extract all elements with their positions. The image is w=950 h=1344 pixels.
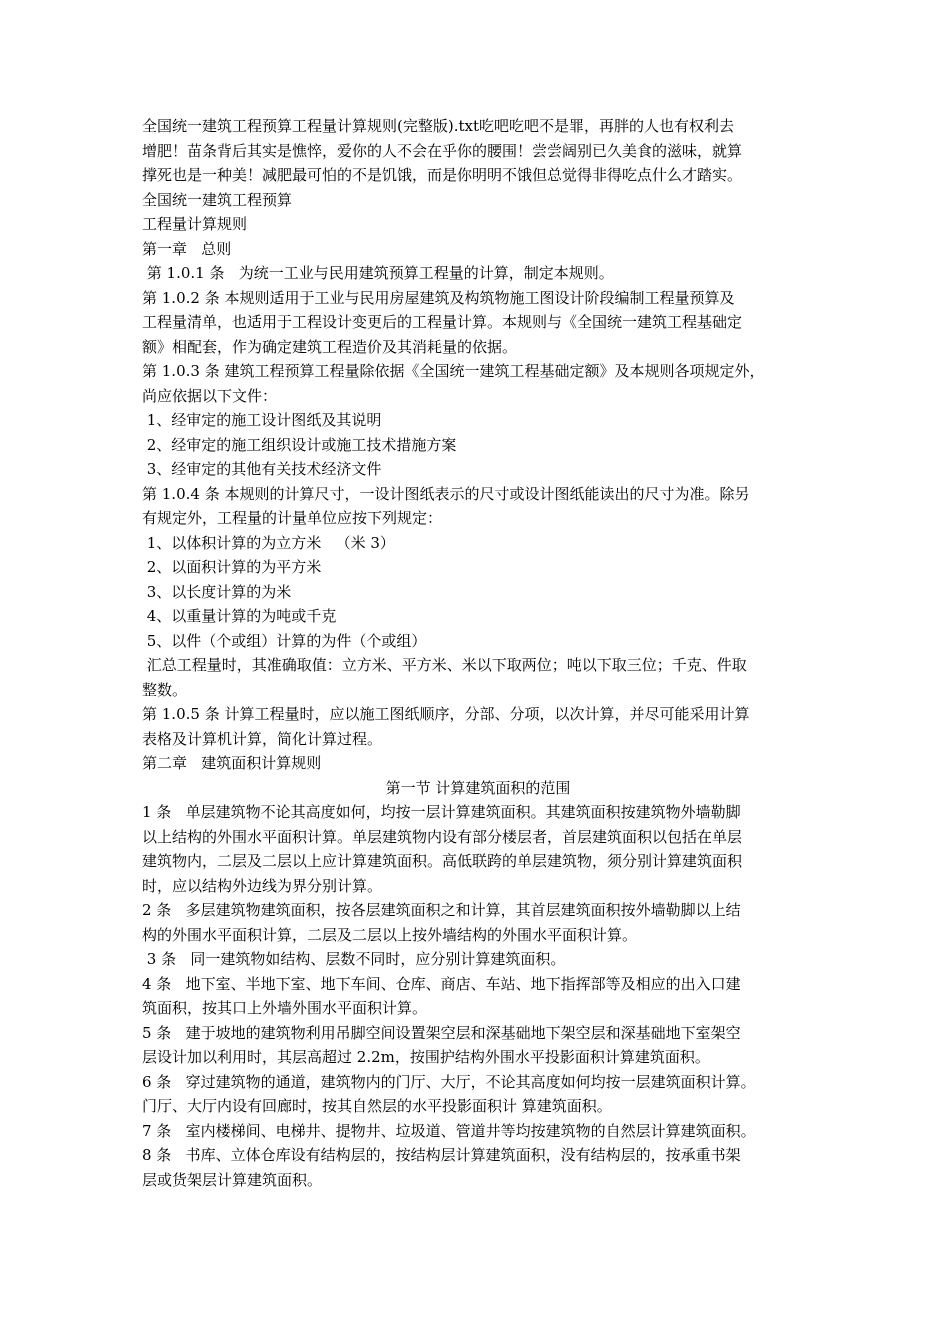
text-line: 表格及计算机计算，简化计算过程。 bbox=[142, 729, 383, 748]
list-item: 3、经审定的其他有关技术经济文件 bbox=[142, 460, 382, 478]
section-heading: 第一节 计算建筑面积的范围 bbox=[385, 778, 571, 797]
list-item: 2、以面积计算的为平方米 bbox=[142, 558, 322, 576]
text-line: 第 1.0.5 条 计算工程量时，应以施工图纸顺序，分部、分项，以次计算，并尽可能采用计算 bbox=[142, 705, 750, 723]
text-line: 以上结构的外围水平面积计算。单层建筑物内设有部分楼层者，首层建筑面积以包括在单层 bbox=[142, 827, 743, 846]
text-line: 全国统一建筑工程预算工程量计算规则(完整版).txt吃吧吃吧不是罪，再胖的人也有权利去 bbox=[142, 117, 734, 135]
text-line: 时，应以结构外边线为界分别计算。 bbox=[142, 876, 383, 895]
text-line: 7 条 室内楼梯间、电梯井、提物井、垃圾道、管道井等均按建筑物的自然层计算建筑面积。 bbox=[142, 1121, 756, 1140]
list-item: 1、以体积计算的为立方米 （米 3） bbox=[142, 533, 395, 552]
text-line: 3 条 同一建筑物如结构、层数不同时，应分别计算建筑面积。 bbox=[142, 950, 566, 968]
text-line: 增肥！苗条背后其实是憔悴，爱你的人不会在乎你的腰围！尝尝阔别已久美食的滋味，就算 bbox=[142, 141, 743, 160]
list-item: 3、以长度计算的为米 bbox=[142, 582, 292, 601]
list-item: 1、经审定的施工设计图纸及其说明 bbox=[142, 411, 382, 429]
text-line: 构的外围水平面积计算，二层及二层以上按外墙结构的外围水平面积计算。 bbox=[142, 925, 638, 944]
document-title: 全国统一建筑工程预算 bbox=[142, 190, 293, 209]
text-line: 工程量清单，也适用于工程设计变更后的工程量计算。本规则与《全国统一建筑工程基础定 bbox=[142, 313, 743, 331]
text-line: 有规定外，工程量的计量单位应按下列规定： bbox=[142, 509, 443, 527]
text-line: 门厅、大厅内设有回廊时，按其自然层的水平投影面积计 算建筑面积。 bbox=[142, 1097, 612, 1115]
text-line: 4 条 地下室、半地下室、地下车间、仓库、商店、车站、地下指挥部等及相应的出入口建 bbox=[142, 974, 741, 993]
text-line: 汇总工程量时，其准确取值：立方米、平方米、米以下取两位；吨以下取三位；千克、件取 bbox=[142, 656, 747, 674]
text-line: 层设计加以利用时，其层高超过 2.2m，按围护结构外围水平投影面积计算建筑面积。 bbox=[142, 1048, 710, 1066]
document-body bbox=[142, 114, 814, 1192]
chapter-heading: 第一章 总则 bbox=[142, 239, 232, 258]
text-line: 整数。 bbox=[142, 680, 188, 699]
text-line: 第 1.0.2 条 本规则适用于工业与民用房屋建筑及构筑物施工图设计阶段编制工程量预算及 bbox=[142, 288, 735, 307]
text-line: 额》相配套，作为确定建筑工程造价及其消耗量的依据。 bbox=[142, 337, 518, 356]
text-line: 第 1.0.1 条 为统一工业与民用建筑预算工程量的计算，制定本规则。 bbox=[142, 264, 614, 282]
text-line: 筑面积，按其口上外墙外围水平面积计算。 bbox=[142, 999, 428, 1017]
chapter-heading: 第二章 建筑面积计算规则 bbox=[142, 754, 322, 772]
text-line: 6 条 穿过建筑物的通道，建筑物内的门厅、大厅，不论其高度如何均按一层建筑面积计算。 bbox=[142, 1072, 756, 1091]
text-line: 建筑物内，二层及二层以上应计算建筑面积。高低联跨的单层建筑物，须分别计算建筑面积 bbox=[142, 852, 743, 870]
document-subtitle: 工程量计算规则 bbox=[142, 215, 248, 233]
text-line: 撑死也是一种美！减肥最可怕的不是饥饿，而是你明明不饿但总觉得非得吃点什么才踏实。 bbox=[142, 166, 743, 184]
text-line: 第 1.0.4 条 本规则的计算尺寸，一设计图纸表示的尺寸或设计图纸能读出的尺寸为准。除另 bbox=[142, 484, 750, 503]
text-line: 第 1.0.3 条 建筑工程预算工程量除依据《全国统一建筑工程基础定额》及本规则各项规定外， bbox=[142, 362, 765, 380]
text-line: 层或货架层计算建筑面积。 bbox=[142, 1170, 323, 1189]
list-item: 4、以重量计算的为吨或千克 bbox=[142, 607, 337, 625]
list-item: 2、经审定的施工组织设计或施工技术措施方案 bbox=[142, 435, 457, 454]
text-line: 1 条 单层建筑物不论其高度如何，均按一层计算建筑面积。其建筑面积按建筑物外墙勒脚 bbox=[142, 803, 741, 821]
text-line: 2 条 多层建筑物建筑面积，按各层建筑面积之和计算，其首层建筑面积按外墙勒脚以上结 bbox=[142, 901, 741, 919]
list-item: 5、以件（个或组）计算的为件（个或组） bbox=[142, 631, 427, 650]
text-line: 尚应依据以下文件： bbox=[142, 386, 278, 405]
text-line: 5 条 建于坡地的建筑物利用吊脚空间设置架空层和深基础地下架空层和深基础地下室架空 bbox=[142, 1023, 741, 1042]
text-line: 8 条 书库、立体仓库设有结构层的，按结构层计算建筑面积，没有结构层的，按承重书架 bbox=[142, 1146, 741, 1164]
